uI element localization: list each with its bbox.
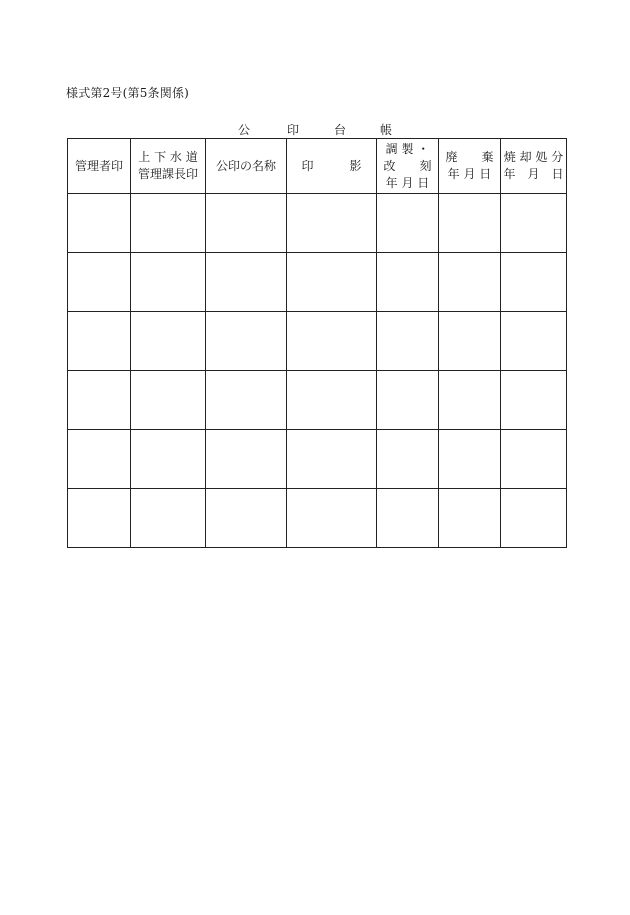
table-cell — [131, 253, 206, 312]
table-cell — [377, 371, 439, 430]
table-cell — [377, 253, 439, 312]
col-header-seal-name: 公印の名称 — [206, 139, 287, 194]
title-char: 帳 — [380, 123, 393, 137]
col-header-made-date: 調 製 ・ 改 刻 年 月 日 — [377, 139, 439, 194]
table-cell — [287, 371, 377, 430]
table-cell — [131, 312, 206, 371]
table-cell — [439, 430, 501, 489]
table-cell — [439, 253, 501, 312]
table-row — [68, 312, 567, 371]
table-cell — [287, 194, 377, 253]
table-cell — [287, 253, 377, 312]
header-row — [68, 139, 567, 194]
title-char: 台 — [334, 123, 347, 137]
table-cell — [501, 312, 567, 371]
table-cell — [206, 489, 287, 548]
table-cell — [287, 489, 377, 548]
table-cell — [501, 489, 567, 548]
table-cell — [206, 312, 287, 371]
col-header-section-chief-seal: 上 下 水 道 管理課長印 — [131, 139, 206, 194]
table-cell — [206, 253, 287, 312]
col-header-administrator-seal: 管理者印 — [68, 139, 131, 194]
table-cell — [377, 430, 439, 489]
table-cell — [206, 430, 287, 489]
table-cell — [501, 194, 567, 253]
table-cell — [131, 430, 206, 489]
table-row — [68, 253, 567, 312]
title-char: 印 — [287, 123, 300, 137]
table-row — [68, 489, 567, 548]
table-cell — [377, 489, 439, 548]
table-cell — [377, 194, 439, 253]
table-cell — [131, 371, 206, 430]
table-cell — [501, 371, 567, 430]
table-cell — [377, 312, 439, 371]
seal-ledger-table — [67, 138, 567, 548]
table-cell — [68, 253, 131, 312]
col-header-seal-impression: 印 影 — [287, 139, 377, 194]
table-cell — [68, 430, 131, 489]
col-header-discard-date: 廃 棄 年 月 日 — [439, 139, 501, 194]
table-cell — [206, 194, 287, 253]
table-cell — [68, 194, 131, 253]
table-cell — [439, 489, 501, 548]
table-row — [68, 371, 567, 430]
table-cell — [439, 371, 501, 430]
col-header-incineration-date: 焼 却 処 分 年 月 日 — [501, 139, 567, 194]
table-cell — [68, 371, 131, 430]
table-cell — [131, 194, 206, 253]
table-cell — [68, 312, 131, 371]
table-cell — [68, 489, 131, 548]
table-cell — [287, 430, 377, 489]
table-cell — [501, 253, 567, 312]
table-cell — [501, 430, 567, 489]
table-cell — [439, 194, 501, 253]
table-row — [68, 194, 567, 253]
table-cell — [206, 371, 287, 430]
table-cell — [131, 489, 206, 548]
form-number: 様式第2号(第5条関係) — [66, 86, 190, 100]
table-cell — [439, 312, 501, 371]
table-cell — [287, 312, 377, 371]
table-row — [68, 430, 567, 489]
title-char: 公 — [238, 123, 251, 137]
